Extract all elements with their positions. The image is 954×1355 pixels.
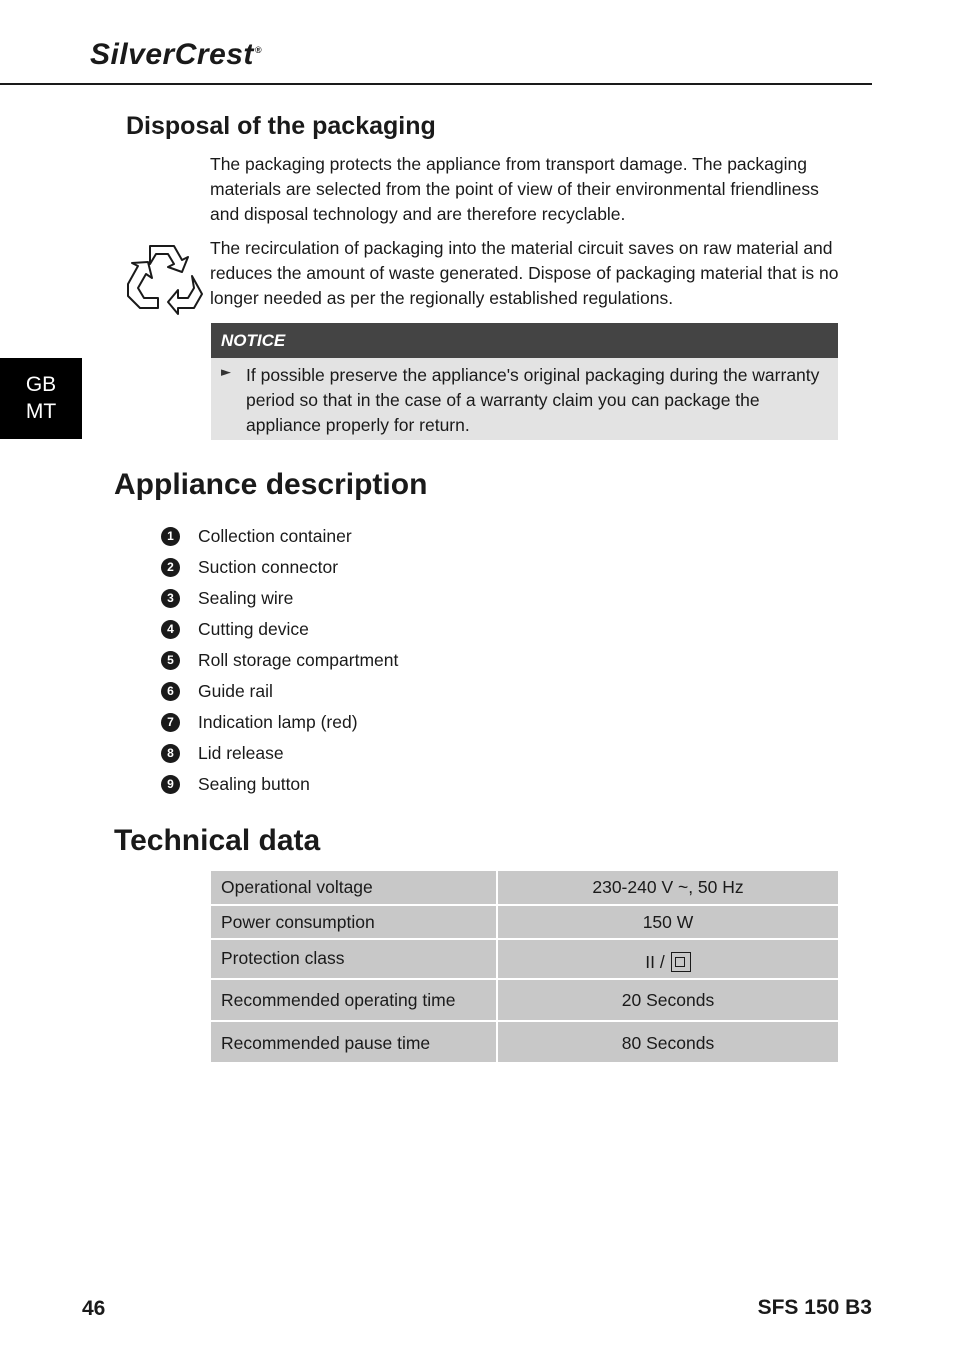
notice-text: If possible preserve the appliance's original packaging during the warranty period so that in the case of a warranty claim you can package the appliance properly for return. xyxy=(246,365,820,435)
brand-logo xyxy=(90,38,262,72)
table-row xyxy=(211,940,838,978)
part-label: Sealing button xyxy=(198,773,310,794)
table-cell-label: Protection class xyxy=(211,940,496,978)
packaging-paragraph-2: The recirculation of packaging into the material circuit saves on raw material and reduces the amount of waste generated. Dispose of packaging material that is no longer needed as per the regionally established regulations. xyxy=(210,238,839,308)
table-row xyxy=(211,980,838,1020)
brand-name: SilverCrest xyxy=(90,38,254,71)
notice-body xyxy=(211,358,838,440)
part-number: 4 xyxy=(161,620,180,639)
part-number: 8 xyxy=(161,744,180,763)
part-label: Guide rail xyxy=(198,680,273,701)
table-cell-label: Recommended pause time xyxy=(211,1022,496,1062)
part-label: Collection container xyxy=(198,525,352,546)
part-number: 5 xyxy=(161,651,180,670)
table-cell-label: Recommended operating time xyxy=(211,980,496,1020)
header-rule xyxy=(0,83,872,85)
list-item xyxy=(161,648,561,672)
page-number: 46 xyxy=(82,1297,106,1320)
registered-mark: ® xyxy=(254,45,263,55)
table-row xyxy=(211,906,838,938)
list-item xyxy=(161,741,561,765)
part-number: 2 xyxy=(161,558,180,577)
part-label: Sealing wire xyxy=(198,587,294,608)
list-item xyxy=(161,679,561,703)
list-item xyxy=(161,772,561,796)
table-cell-value xyxy=(498,940,838,978)
language-code-mt: MT xyxy=(25,400,57,423)
language-code-gb: GB xyxy=(25,373,57,396)
appliance-heading: Appliance description xyxy=(114,468,428,501)
part-label: Roll storage compartment xyxy=(198,649,399,670)
table-row xyxy=(211,871,838,904)
table-cell-value: 150 W xyxy=(498,906,838,938)
part-number: 7 xyxy=(161,713,180,732)
table-cell-label: Operational voltage xyxy=(211,871,496,904)
part-label: Cutting device xyxy=(198,618,309,639)
table-cell-value: 20 Seconds xyxy=(498,980,838,1020)
recycle-icon xyxy=(122,240,204,316)
model-number: SFS 150 B3 xyxy=(757,1296,872,1319)
list-item xyxy=(161,524,561,548)
table-cell-label: Power consumption xyxy=(211,906,496,938)
part-label: Indication lamp (red) xyxy=(198,711,358,732)
list-item xyxy=(161,555,561,579)
part-number: 3 xyxy=(161,589,180,608)
notice-title: NOTICE xyxy=(211,323,838,358)
table-cell-value: 80 Seconds xyxy=(498,1022,838,1062)
part-number: 9 xyxy=(161,775,180,794)
technical-heading: Technical data xyxy=(114,824,321,857)
protection-class-ii-icon xyxy=(671,952,691,972)
part-number: 6 xyxy=(161,682,180,701)
notice-bullet-icon: ► xyxy=(221,365,231,380)
language-tab xyxy=(0,358,82,439)
part-label: Suction connector xyxy=(198,556,339,577)
list-item xyxy=(161,710,561,734)
packaging-heading: Disposal of the packaging xyxy=(126,112,436,140)
list-item xyxy=(161,617,561,641)
packaging-paragraph-1: The packaging protects the appliance from transport damage. The packaging materials are selected from the point of view of their environmental friendliness and disposal technology and are therefore recyclable. xyxy=(210,154,819,224)
table-cell-value: 230-240 V ~, 50 Hz xyxy=(498,871,838,904)
part-number: 1 xyxy=(161,527,180,546)
list-item xyxy=(161,586,561,610)
protection-class-text: II / xyxy=(645,951,665,972)
part-label: Lid release xyxy=(198,742,284,763)
table-row xyxy=(211,1022,838,1062)
